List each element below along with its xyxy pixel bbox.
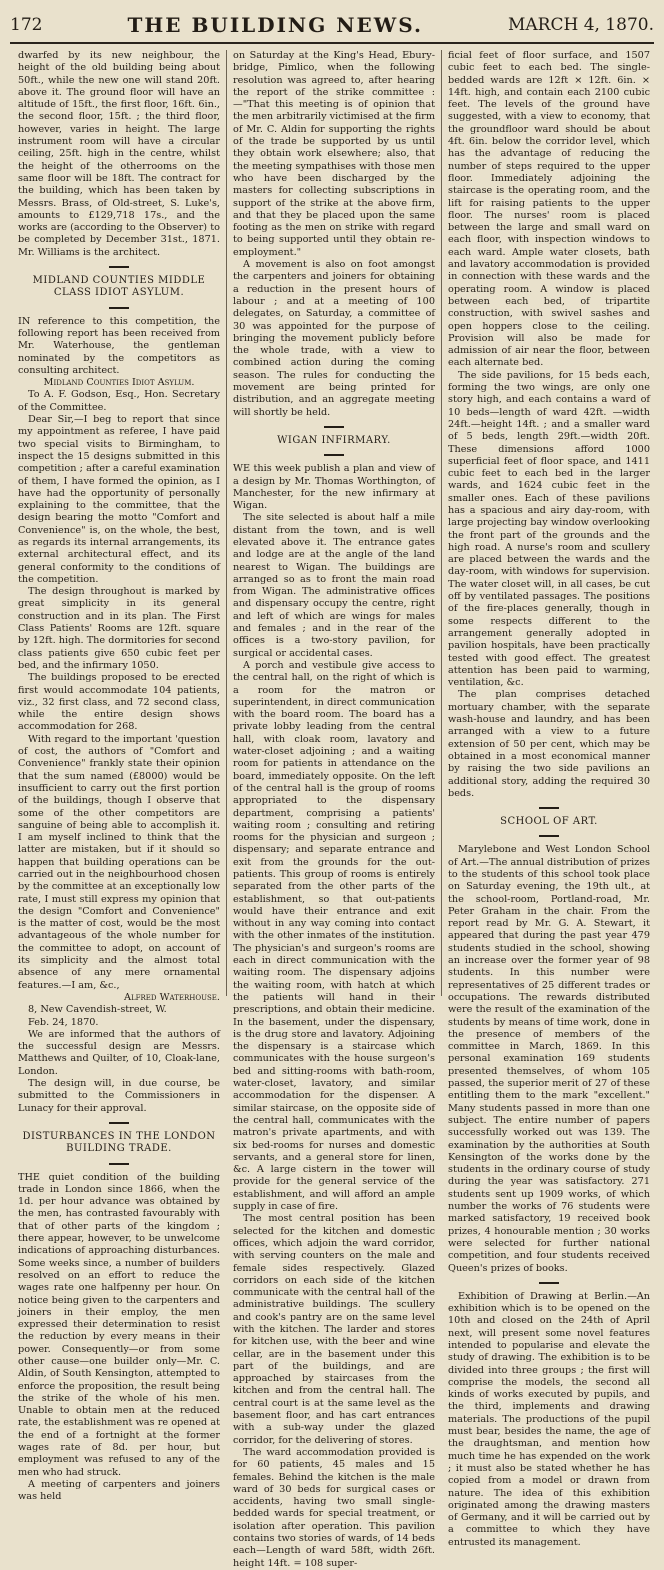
column-1 [12,50,226,1503]
section-rule [109,266,129,268]
section-heading: MIDLAND COUNTIES MIDDLE CLASS IDIOT ASYLUM. [32,275,206,299]
publication-title: THE BUILDING NEWS. [127,13,423,37]
paragraph: With regard to the important 'question of cost, the authors of "Comfort and Convenience" frankly state their opinion that the sum named (£8000) would be insufficient to carry out the first portion of the buildings, though I observe that some of the other competitors are sanguine of being able to accomplish it. I am myself inclined to think that the latter are mistaken, but if it should so happen that building operations can be carried out in the neighbourhood chosen by the committee at an exceptionally low rate, I must still express my opinion that the design "Comfort and Convenience" is the matter of cost, would be the most advantageous of the whole number for the committee to adopt, on account of its simplicity and the almost total absence of any mere ornamental features.—I am, &c., [18,733,220,991]
section-heading: SCHOOL OF ART. [500,816,598,828]
paragraph: WE this week publish a plan and view of a design by Mr. Thomas Worthington, of Manchester, for the new infirmary at Wigan. [233,463,435,512]
section-rule [324,426,344,428]
paragraph: Dear Sir,—I beg to report that since my appointment as referee, I have paid two special visits to Birmingham, to inspect the 15 designs submitted in this competition ; after a careful examination of them, I have formed the opinion, as I have had the opportunity of personally explaining to the committee, that the design bearing the motto "Comfort and Convenience" is, on the whole, the best, as regards its internal arrangements, its external architectural effect, and its general conformity to the conditions of the competition. [18,414,220,585]
paragraph: The side pavilions, for 15 beds each, forming the two wings, are only one story high, and each contains a ward of 10 beds—length of ward 42ft. —width 24ft.—height 14ft. ; and a smaller ward of 5 beds, length 29ft.—width 20ft. These dimensions afford 1000 superficial feet of floor space, and 1411 cubic feet to each bed in the larger wards, and 1624 cubic feet in the smaller ones. Each of these pavilions has a spacious and airy day-room, with large projecting bay window overlooking the front part of the grounds and the high road. A nurse's room and scullery are placed between the wards and the day-room, with windows for supervision. The water closet will, in all cases, be cut off by ventilated passages. The positions of the fire-places generally, though in some respects different to the arrangement generally adopted in pavilion hospitals, have been practically tested with good effect. The greatest attention has been paid to warming, ventilation, &c. [448,369,650,689]
paragraph: A meeting of carpenters and joiners was held [18,1478,220,1503]
addressee: To A. F. Godson, Esq., Hon. Secretary of the Committee. [18,389,220,413]
signature: Alfred Waterhouse. [124,991,220,1003]
paragraph: IN reference to this competition, the following report has been received from Mr. Waterhouse, the gentleman nominated by the competitors as consulting architect. [18,315,220,376]
paragraph: The plan comprises detached mortuary chamber, with the separate wash-house and laundry, and has been arranged with a view to a future extension of 50 per cent, which may be obtained in a most economical manner by raising the two side pavilions an additional story, adding the required 30 beds. [448,689,650,799]
section-rule [324,454,344,456]
section-rule [109,1163,129,1165]
paragraph: A porch and vestibule give access to the central hall, on the right of which is a room for the matron or superintendent, in direct communication with the board room. The board has a private lobby leading from the central hall, with cloak room, lavatory and water-closet adjoining ; and a waiting room for patients in attendance on the board, immediately opposite. On the left of the central hall is the group of rooms appropriated to the dispensary department, comprising a patients' waiting room ; consulting and retiring rooms for the physician and surgeon ; dispensary; and separate entrance and exit from the grounds for the out-patients. This group of rooms is entirely separated from the other parts of the establishment, so that out-patients would have their entrance and exit without in any way coming into contact with the other inmates of the institution. The physician's and surgeon's rooms are each in direct communication with the waiting room. The dispensary adjoins the waiting room, with hatch at which the patients will hand in their prescriptions, and obtain their medicine. In the basement, under the dispensary, is the drug store and lavatory. Adjoining the dispensary is a staircase which communicates with the house surgeon's bed and sitting-rooms with bath-room, water-closet, lavatory, and similar accommodation for the dispenser. A similar staircase, on the opposite side of the central hall, communicates with the matron's private apartments, and with six bed-rooms for nurses and domestic servants, and a general store for linen, &c. A large cistern in the tower will provide for the general service of the establishment, and will afford an ample supply in case of fire. [233,659,435,1213]
column-2 [226,50,441,1569]
date-line: Feb. 24, 1870. [28,1016,99,1028]
article-columns [12,50,656,1569]
paragraph: The site selected is about half a mile distant from the town, and is well elevated above it. The entrance gates and lodge are at the angle of the land nearest to Wigan. The buildings are arranged so as to front the main road from Wigan. The administrative offices and dispensary occupy the centre, right and left of which are wings for males and females ; and in the rear of the offices is a two-story pavilion, for surgical or accidental cases. [233,512,435,659]
paragraph: Marylebone and West London School of Art.—The annual distribution of prizes to the students of this school took place on Saturday evening, the 19th ult., at the school-room, Portland-road, Mr. Peter Graham in the chair. From the report read by Mr. G. A. Stewart, it appeared that during the past year 479 students studied in the school, showing an increase over the former year of 98 students. In this number were representatives of 25 different trades or occupations. The rewards distributed were the result of the examination of the students by means of time work, done in the presence of members of the committee in March, 1869. In this personal examination 169 students presented themselves, of whom 105 passed, the superior merit of 27 of these entitling them to the mark "excellent." Many students passed in more than one subject. The entire number of papers successfully worked out was 139. The examination by the authorities at South Kensington of the works done by the students in the ordinary course of study during the year was satisfactory. 271 students sent up 1909 works, of which number the works of 76 students were marked satisfactory, 19 received book prizes, 4 honourable mention ; 30 works were selected for further national competition, and four students received Queen's prizes of books. [448,844,650,1274]
subheading: Midland Counties Idiot Asylum. [43,377,195,389]
section-heading: WIGAN INFIRMARY. [277,434,391,446]
section-rule [109,307,129,309]
paragraph: The buildings proposed to be erected first would accommodate 104 patients, viz., 32 first class, and 72 second class, while the entire design shows accommodation for 268. [18,672,220,733]
section-heading: DISTURBANCES IN THE LONDON BUILDING TRADE. [22,1130,216,1155]
paragraph: ficial feet of floor surface, and 1507 cubic feet to each bed. The single-bedded wards are 12ft × 12ft. 6in. × 14ft. high, and contain each 2100 cubic feet. The levels of the ground have suggested, with a view to economy, that the groundfloor ward should be about 4ft. 6in. below the corridor level, which has the advantage of reducing the number of steps required to the upper floor. Immediately adjoining the staircase is the operating room, and the lift for raising patients to the upper floor. The nurses' room is placed between the large and small ward on each floor, with inspection windows to each ward. Ample water closets, bath and lavatory accommodation is provided in connection with these wards and the operating room. A window is placed between each bed, of tripartite construction, with swivel sashes and open hoppers close to the ceiling. Provision will also be made for admission of air near the floor, between each alternate bed. [448,50,650,369]
paragraph: dwarfed by its new neighbour, the height of the old building being about 50ft., while the new one will stand 20ft. above it. The ground floor will have an altitude of 15ft., the first floor, 16ft. 6in., the second floor, 15ft. ; the third floor, however, varies in height. The large instrument room will have a circular ceiling, 25ft. high in the centre, whilst the height of the otherrooms on the same floor will be 18ft. The contract for the building, which has been taken by Messrs. Brass, of Old-street, S. Luke's, amounts to £129,718 17s., and the works are (according to the Observer) to be completed by December 31st., 1871. Mr. Williams is the architect. [18,50,220,258]
page-header [10,8,654,44]
paragraph: The design will, in due course, be submitted to the Commissioners in Lunacy for their approval. [18,1078,220,1114]
address-line: 8, New Cavendish-street, W. [28,1004,167,1016]
paragraph: The ward accommodation provided is for 60 patients, 45 males and 15 females. Behind the kitchen is the male ward of 30 beds for surgical cases or accidents, having two small single-bedded wards for special treatment, or isolation after operation. This pavilion contains two stories of wards, of 14 beds each—Length of ward 58ft, width 26ft. height 14ft. = 108 super- [233,1446,435,1569]
section-rule [539,835,559,837]
issue-date: MARCH 4, 1870. [507,15,654,35]
section-rule [539,807,559,809]
paragraph: THE quiet condition of the building trade in London since 1866, when the 1d. per hour advance was obtained by the men, has contrasted favourably with that of other parts of the kingdom ; there appear, however, to be unwelcome indications of approaching disturbances. Some weeks since, a number of builders resolved on an effort to reduce the wages rate one halfpenny per hour. On notice being given to the carpenters and joiners in their employ, the men expressed their determination to resist the reduction by every means in their power. Consequently—or from some other cause—one builder only—Mr. C. Aldin, of South Kensington, attempted to enforce the proposition, the result being the strike of the whole of his men. Unable to obtain men at the reduced rate, the establishment was re opened at the end of a fortnight at the former wages rate of 8d. per hour, but employment was refused to any of the men who had struck. [18,1171,220,1478]
paragraph: We are informed that the authors of the successful design are Messrs. Matthews and Quilter, of 10, Cloak-lane, London. [18,1028,220,1077]
column-3 [441,50,656,1548]
paragraph: on Saturday at the King's Head, Ebury-bridge, Pimlico, when the following resolution was agreed to, after hearing the report of the strike committee :—"That this meeting is of opinion that the men arbitrarily victimised at the firm of Mr. C. Aldin for supporting the rights of the trade be supported by us until they obtain work elsewhere; also, that the meeting sympathises with those men who have been discharged by the masters for collecting subscriptions in support of the strike at the above firm, and that they be placed upon the same footing as the men on strike with regard to being supported until they obtain re-employment." [233,50,435,258]
page-number: 172 [10,15,43,35]
section-rule [539,1282,559,1284]
section-rule [109,1122,129,1124]
paragraph: Exhibition of Drawing at Berlin.—An exhibition which is to be opened on the 10th and closed on the 24th of April next, will present some novel features intended to popularise and elevate the study of drawing. The exhibition is to be divided into three groups ; the first will comprise the models, the second all kinds of works executed by pupils, and the third, implements and drawing materials. The productions of the pupil must bear, besides the name, the age of the draughtsman, and mention how much time he has expended on the work ; it must also be stated whether he has copied from a model or drawn from nature. The idea of this exhibition originated among the drawing masters of Germany, and it will be carried out by a committee to which they have entrusted its management. [448,1290,650,1548]
paragraph: The design throughout is marked by great simplicity in its general construction and in its plan. The First Class Patients' Rooms are 12ft. square by 12ft. high. The dormitories for second class patients give 650 cubic feet per bed, and the infirmary 1050. [18,586,220,671]
paragraph: The most central position has been selected for the kitchen and domestic offices, which adjoin the ward corridor, with serving counters on the male and female sides respectively. Glazed corridors on each side of the kitchen communicate with the central hall of the administrative buildings. The scullery and cook's pantry are on the same level with the kitchen. The larder and stores for kitchen use, with the beer and wine cellar, are in the basement under this part of the buildings, and are approached by staircases from the kitchen and from the central hall. The central court is at the same level as the basement floor, and has cart entrances with a sub-way under the glazed corridor, for the delivering of stores. [233,1213,435,1446]
paragraph: A movement is also on foot amongst the carpenters and joiners for obtaining a reduction in the present hours of labour ; and at a meeting of 100 delegates, on Saturday, a committee of 30 was appointed for the purpose of bringing the movement publicly before the whole trade, with a view to combined action during the coming season. The rules for conducting the movement are being printed for distribution, and an aggregate meeting will shortly be held. [233,259,435,418]
